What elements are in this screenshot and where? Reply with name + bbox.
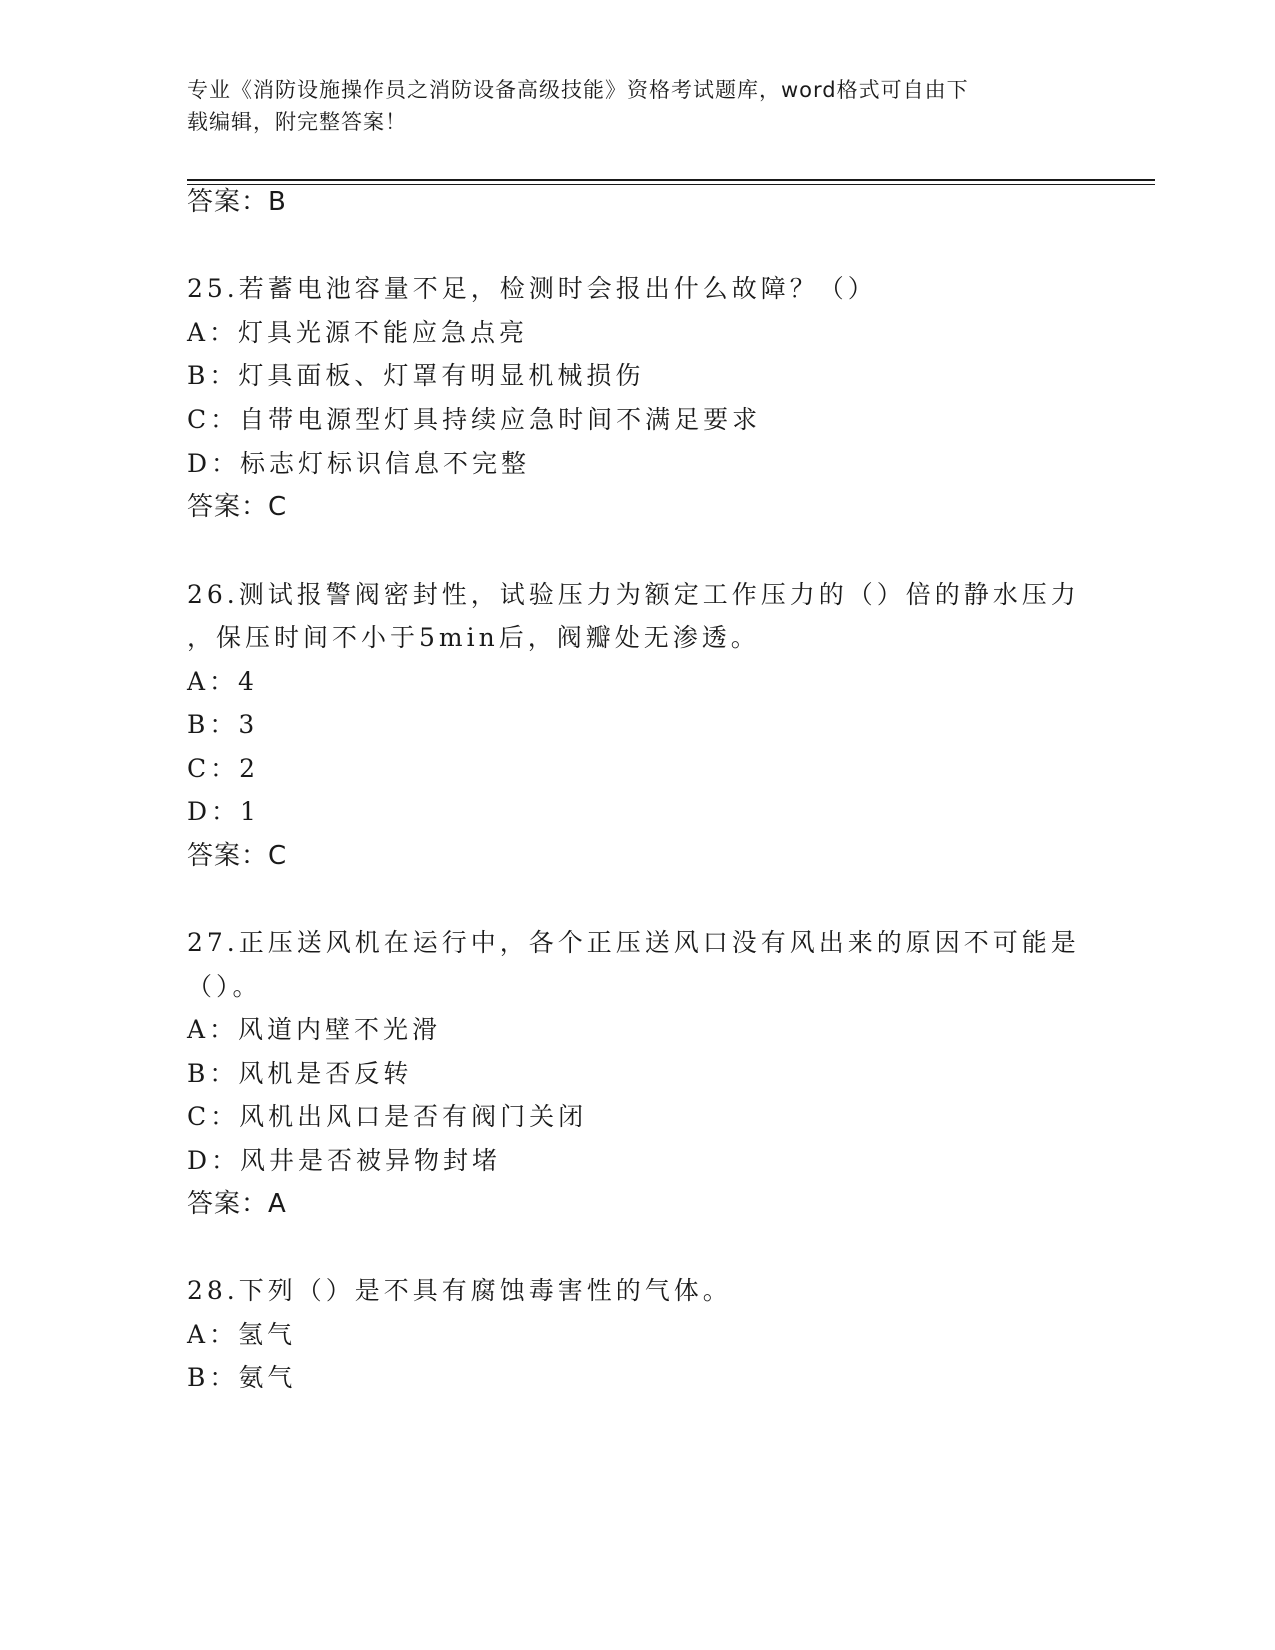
question-stem: 28.下列（）是不具有腐蚀毒害性的气体。 xyxy=(187,1276,732,1305)
document-header xyxy=(187,74,1067,138)
option-a: A：风道内壁不光滑 xyxy=(187,1015,442,1044)
option-d: D：标志灯标识信息不完整 xyxy=(187,449,531,478)
option-c: C：风机出风口是否有阀门关闭 xyxy=(187,1102,588,1131)
question-stem: 26.测试报警阀密封性，试验压力为额定工作压力的（）倍的静水压力 xyxy=(187,580,1080,609)
option-b: B：3 xyxy=(187,710,259,739)
question-stem-continued: ，保压时间不小于5min后，阀瓣处无渗透。 xyxy=(187,623,760,652)
question-stem: 27.正压送风机在运行中，各个正压送风口没有风出来的原因不可能是 xyxy=(187,928,1080,957)
header-line-1: 专业《消防设施操作员之消防设备高级技能》资格考试题库，word格式可自由下 xyxy=(187,78,969,102)
option-d: D：1 xyxy=(187,797,260,826)
option-c: C：2 xyxy=(187,754,260,783)
option-a: A：氢气 xyxy=(187,1320,297,1349)
header-line-2: 载编辑，附完整答案！ xyxy=(187,110,407,134)
answer: 答案：C xyxy=(187,492,288,522)
header-divider-thick xyxy=(187,179,1155,181)
option-a: A：4 xyxy=(187,667,258,696)
option-a: A：灯具光源不能应急点亮 xyxy=(187,318,529,347)
option-b: B：氨气 xyxy=(187,1363,297,1392)
answer: 答案：C xyxy=(187,841,288,871)
answer: 答案：A xyxy=(187,1189,287,1219)
question-stem-continued: （）。 xyxy=(187,972,262,1001)
option-d: D：风井是否被异物封堵 xyxy=(187,1146,502,1175)
option-b: B：风机是否反转 xyxy=(187,1059,413,1088)
question-stem: 25.若蓄电池容量不足，检测时会报出什么故障？（） xyxy=(187,274,877,303)
answer-previous: 答案：B xyxy=(187,187,287,217)
option-b: B：灯具面板、灯罩有明显机械损伤 xyxy=(187,361,645,390)
option-c: C：自带电源型灯具持续应急时间不满足要求 xyxy=(187,405,762,434)
header-divider-thin xyxy=(187,184,1155,185)
